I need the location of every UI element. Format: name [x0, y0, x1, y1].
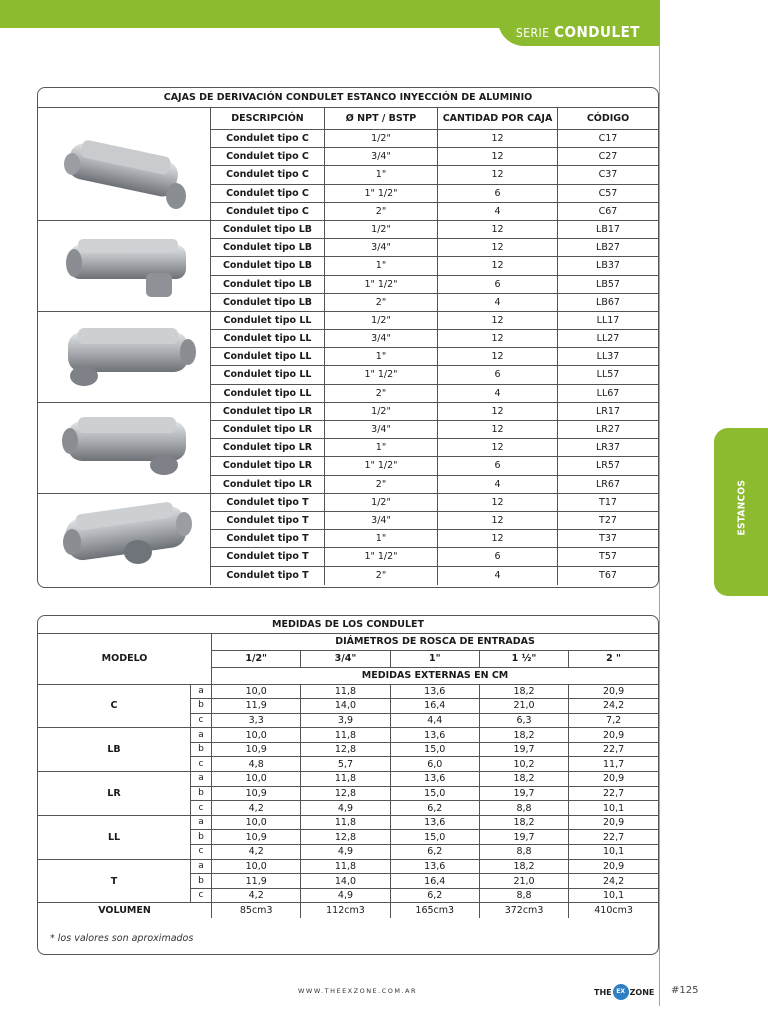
dimension-letter-cell: a: [190, 728, 211, 743]
volume-label: VOLUMEN: [38, 903, 212, 918]
product-images: [38, 130, 210, 585]
header-banner: [498, 0, 660, 46]
product-table-header: [210, 108, 658, 130]
quantity-cell: 12: [437, 494, 557, 511]
measurement-cell: 10,1: [569, 801, 658, 816]
diameter-cell: 3/4": [324, 330, 437, 347]
logo-the: THE: [594, 987, 612, 997]
measurement-cell: 13,6: [390, 728, 479, 743]
code-cell: LL67: [557, 385, 658, 402]
table-row: [38, 859, 658, 874]
quantity-cell: 12: [437, 148, 557, 165]
code-cell: C27: [557, 148, 658, 165]
measurement-cell: 4,9: [301, 845, 390, 860]
page-divider-line: [659, 46, 660, 1006]
quantity-cell: 6: [437, 366, 557, 383]
description-cell: Condulet tipo LB: [210, 294, 324, 311]
table-row: [210, 312, 658, 330]
description-cell: Condulet tipo T: [210, 512, 324, 529]
logo-zone: ZONE: [629, 987, 655, 997]
measurement-cell: 24,2: [569, 699, 658, 714]
diameter-cell: 2": [324, 203, 437, 220]
measurement-cell: 11,9: [212, 874, 301, 889]
measurement-cell: 14,0: [301, 874, 390, 889]
size-header-cell: 2 ": [569, 650, 658, 667]
quantity-cell: 12: [437, 439, 557, 456]
table-row: [210, 221, 658, 239]
code-cell: LR37: [557, 439, 658, 456]
table-row: [210, 203, 658, 221]
code-cell: LB27: [557, 239, 658, 256]
quantity-cell: 12: [437, 221, 557, 238]
quantity-cell: 12: [437, 512, 557, 529]
description-cell: Condulet tipo LB: [210, 221, 324, 238]
dimension-letter-cell: b: [190, 830, 211, 845]
code-cell: C57: [557, 185, 658, 202]
dimension-letter-cell: c: [190, 888, 211, 903]
code-cell: T37: [557, 530, 658, 547]
code-cell: LL27: [557, 330, 658, 347]
volume-cell: 165cm3: [390, 903, 479, 918]
footer-url[interactable]: WWW.THEEXZONE.COM.AR: [298, 987, 418, 995]
dimension-letter-cell: a: [190, 772, 211, 787]
model-name-cell: LB: [38, 728, 190, 772]
header-cantidad: CANTIDAD POR CAJA: [437, 108, 557, 129]
measurement-cell: 6,2: [390, 801, 479, 816]
measurement-cell: 6,2: [390, 888, 479, 903]
measurement-cell: 10,9: [212, 786, 301, 801]
measurement-cell: 13,6: [390, 684, 479, 699]
measurement-cell: 21,0: [479, 874, 568, 889]
measurement-cell: 20,9: [569, 859, 658, 874]
description-cell: Condulet tipo LR: [210, 439, 324, 456]
volume-cell: 410cm3: [569, 903, 658, 918]
measurement-cell: 10,1: [569, 845, 658, 860]
measurement-cell: 12,8: [301, 830, 390, 845]
code-cell: C67: [557, 203, 658, 220]
quantity-cell: 6: [437, 276, 557, 293]
dimension-letter-cell: a: [190, 815, 211, 830]
measurement-cell: 10,0: [212, 815, 301, 830]
table-row: [210, 330, 658, 348]
table-row: [210, 276, 658, 294]
measurement-cell: 11,8: [301, 772, 390, 787]
quantity-cell: 4: [437, 203, 557, 220]
diameter-cell: 3/4": [324, 512, 437, 529]
table-row: [210, 166, 658, 184]
description-cell: Condulet tipo C: [210, 166, 324, 183]
measurements-title: MEDIDAS DE LOS CONDULET: [38, 616, 658, 633]
page-number: #125: [671, 985, 699, 996]
measurements-grid: [38, 616, 658, 918]
measurement-cell: 7,2: [569, 713, 658, 728]
series-name: CONDULET: [554, 23, 640, 41]
diameter-cell: 2": [324, 476, 437, 493]
code-cell: LB17: [557, 221, 658, 238]
measurement-cell: 13,6: [390, 815, 479, 830]
model-name-cell: C: [38, 684, 190, 728]
code-cell: T17: [557, 494, 658, 511]
measurement-cell: 13,6: [390, 772, 479, 787]
table-row: [210, 185, 658, 203]
measurement-cell: 12,8: [301, 742, 390, 757]
table-row: [210, 148, 658, 166]
description-cell: Condulet tipo LL: [210, 385, 324, 402]
table-row: [210, 348, 658, 366]
product-table: [37, 87, 659, 588]
measurement-cell: 10,2: [479, 757, 568, 772]
diameter-cell: 1/2": [324, 130, 437, 147]
measurement-cell: 20,9: [569, 815, 658, 830]
quantity-cell: 4: [437, 567, 557, 585]
quantity-cell: 12: [437, 257, 557, 274]
measurement-cell: 10,9: [212, 742, 301, 757]
measurement-cell: 18,2: [479, 859, 568, 874]
quantity-cell: 12: [437, 130, 557, 147]
product-table-title: CAJAS DE DERIVACIÓN CONDULET ESTANCO INYECCIÓN DE ALUMINIO: [38, 88, 658, 108]
measurement-cell: 10,1: [569, 888, 658, 903]
measurement-cell: 11,8: [301, 684, 390, 699]
measurement-cell: 3,3: [212, 713, 301, 728]
measurements-table: [37, 615, 659, 955]
size-header-cell: 3/4": [301, 650, 390, 667]
quantity-cell: 12: [437, 403, 557, 420]
table-row: [210, 239, 658, 257]
measurement-cell: 19,7: [479, 786, 568, 801]
description-cell: Condulet tipo T: [210, 548, 324, 565]
measurement-cell: 20,9: [569, 728, 658, 743]
series-title: [516, 22, 640, 41]
description-cell: Condulet tipo T: [210, 494, 324, 511]
table-row: [210, 257, 658, 275]
measurement-cell: 20,9: [569, 684, 658, 699]
dimension-letter-cell: c: [190, 713, 211, 728]
code-cell: LB37: [557, 257, 658, 274]
measurement-cell: 15,0: [390, 786, 479, 801]
measurement-cell: 21,0: [479, 699, 568, 714]
description-cell: Condulet tipo LR: [210, 457, 324, 474]
quantity-cell: 12: [437, 166, 557, 183]
description-cell: Condulet tipo LL: [210, 348, 324, 365]
description-cell: Condulet tipo LB: [210, 239, 324, 256]
code-cell: LL17: [557, 312, 658, 329]
brand-logo: [594, 984, 654, 1000]
quantity-cell: 12: [437, 348, 557, 365]
measurement-cell: 11,8: [301, 728, 390, 743]
dimension-letter-cell: b: [190, 874, 211, 889]
measurement-cell: 11,8: [301, 859, 390, 874]
dimension-letter-cell: c: [190, 757, 211, 772]
measurement-cell: 15,0: [390, 742, 479, 757]
condulet-lr-image: [38, 403, 210, 494]
code-cell: T67: [557, 567, 658, 585]
code-cell: T27: [557, 512, 658, 529]
measurement-cell: 18,2: [479, 728, 568, 743]
measurement-cell: 18,2: [479, 815, 568, 830]
diameter-cell: 3/4": [324, 239, 437, 256]
dimension-letter-cell: b: [190, 786, 211, 801]
measurement-cell: 19,7: [479, 742, 568, 757]
table-row: [210, 403, 658, 421]
diameter-cell: 1": [324, 257, 437, 274]
condulet-c-image: [38, 130, 210, 221]
quantity-cell: 6: [437, 185, 557, 202]
dimension-letter-cell: c: [190, 845, 211, 860]
measurement-cell: 4,2: [212, 845, 301, 860]
model-name-cell: LR: [38, 772, 190, 816]
table-row: [210, 439, 658, 457]
external-measures-header: MEDIDAS EXTERNAS EN CM: [212, 667, 658, 684]
size-header-cell: 1 ½": [479, 650, 568, 667]
table-row: [210, 421, 658, 439]
model-name-cell: LL: [38, 815, 190, 859]
diameter-cell: 1/2": [324, 221, 437, 238]
quantity-cell: 4: [437, 476, 557, 493]
code-cell: LL57: [557, 366, 658, 383]
diameter-cell: 1" 1/2": [324, 548, 437, 565]
section-tab: [714, 428, 768, 596]
measurement-cell: 14,0: [301, 699, 390, 714]
description-cell: Condulet tipo C: [210, 185, 324, 202]
code-cell: LL37: [557, 348, 658, 365]
quantity-cell: 12: [437, 312, 557, 329]
measurement-cell: 10,9: [212, 830, 301, 845]
measurement-cell: 10,0: [212, 859, 301, 874]
description-cell: Condulet tipo C: [210, 148, 324, 165]
measurement-cell: 18,2: [479, 772, 568, 787]
table-row: [210, 530, 658, 548]
measurement-cell: 4,8: [212, 757, 301, 772]
code-cell: LB67: [557, 294, 658, 311]
logo-ex-icon: EX: [613, 984, 629, 1000]
diameter-cell: 1" 1/2": [324, 366, 437, 383]
measurement-cell: 10,0: [212, 684, 301, 699]
quantity-cell: 6: [437, 457, 557, 474]
measurement-cell: 22,7: [569, 786, 658, 801]
table-row: [38, 815, 658, 830]
measurement-cell: 8,8: [479, 801, 568, 816]
condulet-lb-image: [38, 221, 210, 312]
measurement-cell: 3,9: [301, 713, 390, 728]
diameter-cell: 1/2": [324, 494, 437, 511]
measurement-cell: 4,9: [301, 888, 390, 903]
description-cell: Condulet tipo C: [210, 130, 324, 147]
volume-row: [38, 903, 658, 918]
description-cell: Condulet tipo LR: [210, 421, 324, 438]
measurement-cell: 4,2: [212, 888, 301, 903]
quantity-cell: 12: [437, 239, 557, 256]
diameter-cell: 1": [324, 530, 437, 547]
volume-cell: 372cm3: [479, 903, 568, 918]
dimension-letter-cell: a: [190, 859, 211, 874]
measurement-cell: 18,2: [479, 684, 568, 699]
volume-cell: 112cm3: [301, 903, 390, 918]
description-cell: Condulet tipo LB: [210, 257, 324, 274]
diameter-cell: 2": [324, 385, 437, 402]
measurement-cell: 10,0: [212, 772, 301, 787]
measurement-cell: 20,9: [569, 772, 658, 787]
quantity-cell: 4: [437, 294, 557, 311]
description-cell: Condulet tipo LB: [210, 276, 324, 293]
product-table-grid: [210, 108, 658, 585]
quantity-cell: 4: [437, 385, 557, 402]
diameter-cell: 3/4": [324, 421, 437, 438]
table-row: [210, 366, 658, 384]
measurement-cell: 8,8: [479, 845, 568, 860]
code-cell: LR67: [557, 476, 658, 493]
measurement-cell: 11,7: [569, 757, 658, 772]
measurement-cell: 10,0: [212, 728, 301, 743]
measurement-cell: 22,7: [569, 742, 658, 757]
quantity-cell: 12: [437, 421, 557, 438]
dimension-letter-cell: b: [190, 742, 211, 757]
diameter-cell: 1": [324, 439, 437, 456]
measurement-cell: 11,9: [212, 699, 301, 714]
diameter-cell: 1/2": [324, 312, 437, 329]
description-cell: Condulet tipo LL: [210, 312, 324, 329]
diameter-cell: 1": [324, 166, 437, 183]
quantity-cell: 12: [437, 530, 557, 547]
model-name-cell: T: [38, 859, 190, 903]
quantity-cell: 12: [437, 330, 557, 347]
measurement-cell: 6,2: [390, 845, 479, 860]
description-cell: Condulet tipo LR: [210, 403, 324, 420]
table-row: [38, 772, 658, 787]
measurement-cell: 4,4: [390, 713, 479, 728]
diameter-cell: 1" 1/2": [324, 185, 437, 202]
footnote: * los valores son aproximados: [50, 933, 194, 944]
diameter-cell: 3/4": [324, 148, 437, 165]
measurement-cell: 16,4: [390, 874, 479, 889]
condulet-ll-image: [38, 312, 210, 403]
description-cell: Condulet tipo LR: [210, 476, 324, 493]
measurement-cell: 6,3: [479, 713, 568, 728]
section-tab-label: ESTANCOS: [736, 479, 748, 536]
measurement-cell: 16,4: [390, 699, 479, 714]
table-row: [210, 457, 658, 475]
code-cell: LR57: [557, 457, 658, 474]
diameter-cell: 2": [324, 294, 437, 311]
condulet-t-image: [38, 494, 210, 585]
measurement-cell: 8,8: [479, 888, 568, 903]
measurement-cell: 4,2: [212, 801, 301, 816]
header-descripcion: DESCRIPCIÓN: [210, 108, 324, 129]
diameter-cell: 1" 1/2": [324, 457, 437, 474]
code-cell: LR17: [557, 403, 658, 420]
description-cell: Condulet tipo LL: [210, 366, 324, 383]
table-row: [210, 130, 658, 148]
description-cell: Condulet tipo LL: [210, 330, 324, 347]
code-cell: T57: [557, 548, 658, 565]
code-cell: LR27: [557, 421, 658, 438]
measurements-body: [38, 684, 658, 918]
header-codigo: CÓDIGO: [557, 108, 658, 129]
table-row: [210, 567, 658, 585]
series-prefix: SERIE: [515, 26, 550, 40]
measurement-cell: 6,0: [390, 757, 479, 772]
table-row: [38, 728, 658, 743]
code-cell: C37: [557, 166, 658, 183]
measurement-cell: 4,9: [301, 801, 390, 816]
dimension-letter-cell: b: [190, 699, 211, 714]
dimension-letter-cell: c: [190, 801, 211, 816]
table-row: [210, 494, 658, 512]
size-header-cell: 1/2": [212, 650, 301, 667]
product-table-body: [210, 130, 658, 585]
measurement-cell: 11,8: [301, 815, 390, 830]
model-header: MODELO: [38, 633, 212, 684]
table-row: [210, 476, 658, 494]
dimension-letter-cell: a: [190, 684, 211, 699]
header-diametro: Ø NPT / BSTP: [324, 108, 437, 129]
table-row: [210, 512, 658, 530]
measurement-cell: 5,7: [301, 757, 390, 772]
measurement-cell: 13,6: [390, 859, 479, 874]
diameter-cell: 2": [324, 567, 437, 585]
table-row: [210, 548, 658, 566]
measurement-cell: 22,7: [569, 830, 658, 845]
code-cell: LB57: [557, 276, 658, 293]
size-header-cell: 1": [390, 650, 479, 667]
measurement-cell: 19,7: [479, 830, 568, 845]
description-cell: Condulet tipo T: [210, 567, 324, 585]
diameter-cell: 1" 1/2": [324, 276, 437, 293]
code-cell: C17: [557, 130, 658, 147]
diameter-cell: 1": [324, 348, 437, 365]
description-cell: Condulet tipo T: [210, 530, 324, 547]
quantity-cell: 6: [437, 548, 557, 565]
measurement-cell: 24,2: [569, 874, 658, 889]
table-row: [38, 684, 658, 699]
description-cell: Condulet tipo C: [210, 203, 324, 220]
table-row: [210, 385, 658, 403]
diameter-header: DIÁMETROS DE ROSCA DE ENTRADAS: [212, 633, 658, 650]
volume-cell: 85cm3: [212, 903, 301, 918]
diameter-cell: 1/2": [324, 403, 437, 420]
measurement-cell: 15,0: [390, 830, 479, 845]
measurement-cell: 12,8: [301, 786, 390, 801]
table-row: [210, 294, 658, 312]
